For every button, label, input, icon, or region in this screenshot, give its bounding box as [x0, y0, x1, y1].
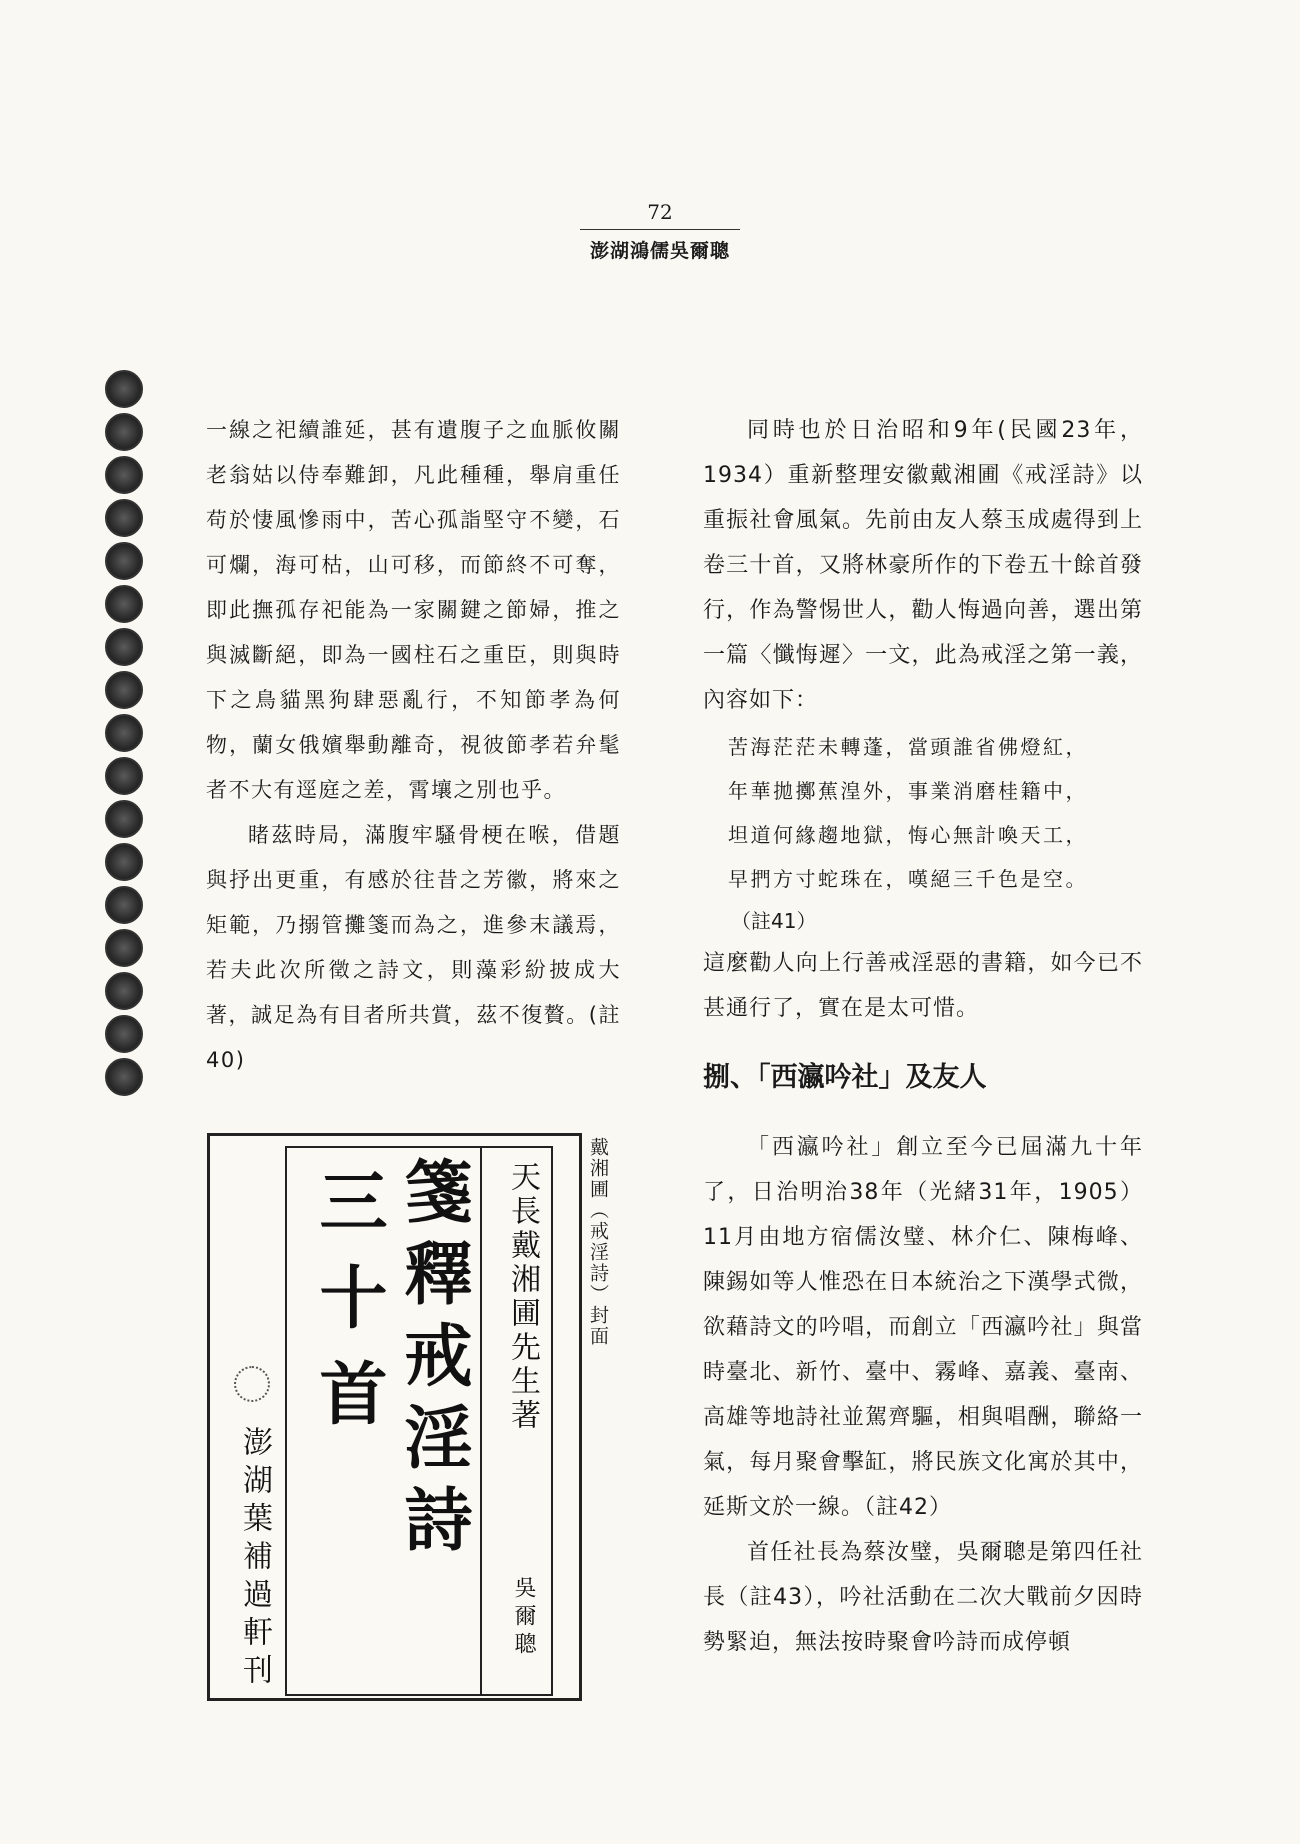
seal-icon: [105, 628, 143, 666]
body-paragraph: 這麼勸人向上行善戒淫惡的書籍，如今已不甚通行了，實在是太可惜。: [703, 951, 1143, 1021]
seal-icon: [105, 714, 143, 752]
seal-icon: [105, 757, 143, 795]
seal-icon: [105, 671, 143, 709]
cover-title-col-1: 箋釋戒淫詩: [393, 1156, 473, 1566]
seal-icon: [105, 499, 143, 537]
stamp-mark: [234, 1366, 270, 1402]
book-cover-figure: [207, 1133, 582, 1701]
seal-icon: [105, 542, 143, 580]
author-line: 天長戴湘圃先生著: [505, 1161, 540, 1433]
figure-caption: 戴湘圃（戒淫詩）封面: [587, 1137, 609, 1347]
page-header: [580, 200, 740, 263]
body-paragraph: 首任社長為蔡汝璧，吳爾聰是第四任社長（註43），吟社活動在二次大戰前夕因時勢緊迫，無法按時聚會吟詩而成停頓: [703, 1540, 1143, 1655]
poem-block: [728, 725, 1143, 901]
seal-icon: [105, 886, 143, 924]
running-title: 澎湖鴻儒吳爾聰: [589, 240, 730, 262]
left-text-column: [206, 408, 621, 1083]
seal-icon: [105, 1058, 143, 1096]
seal-icon: [105, 413, 143, 451]
page-number: 72: [647, 200, 673, 224]
small-seal-mark: 吳爾聰: [511, 1576, 536, 1660]
body-paragraph: 睹茲時局，滿腹牢騷骨梗在喉，借題與抒出更重，有感於往昔之芳徽，將來之矩範，乃搦管攤箋而為之，進參末議焉，若夫此次所徵之詩文，則藻彩紛披成大著，誠足為有目者所共賞，茲不復贅。(註40): [206, 823, 621, 1072]
seal-icon: [105, 843, 143, 881]
body-paragraph: 同時也於日治昭和9年(民國23年，1934）重新整理安徽戴湘圃《戒淫詩》以重振社會風氣。先前由友人蔡玉成處得到上卷三十首，又將林豪所作的下卷五十餘首發行，作為警惕世人，勸人悔過向善，選出第一篇〈懺悔遲〉一文，此為戒淫之第一義，內容如下：: [703, 418, 1143, 713]
seal-icon: [105, 929, 143, 967]
poem-line: 苦海茫茫未轉蓬，當頭誰省佛燈紅，: [728, 735, 1088, 759]
seal-icon: [105, 972, 143, 1010]
right-text-column: [703, 408, 1143, 1665]
body-paragraph: 一線之祀續誰延，甚有遺腹子之血脈攸關老翁姑以侍奉難卸，凡此種種，舉肩重任苟於悽風慘雨中，苦心孤詣堅守不變，石可爛，海可枯，山可移，而節終不可奪，即此撫孤存祀能為一家關鍵之節婦，推之與滅斷絕，即為一國柱石之重臣，則與時下之鳥貓黑狗肆惡亂行，不知節孝為何物，蘭女俄嬪舉動離奇，視彼節孝若弁髦者不大有逕庭之差，霄壤之別也乎。: [206, 418, 621, 802]
section-heading: 捌、「西瀛吟社」及友人: [703, 1062, 987, 1093]
poem-line: 早捫方寸蛇珠在，嘆絕三千色是空。: [728, 867, 1088, 891]
seal-icon: [105, 800, 143, 838]
publisher-line: 澎湖葉補過軒刊: [237, 1426, 272, 1692]
seal-icon: [105, 370, 143, 408]
seal-icon: [105, 456, 143, 494]
decorative-seal-column: [105, 370, 147, 1101]
poem-line: 坦道何緣趨地獄，悔心無計喚天工，: [728, 823, 1088, 847]
poem-line: 年華拋擲蕉湟外，事業消磨桂籍中，: [728, 779, 1088, 803]
seal-icon: [105, 1015, 143, 1053]
cover-title-col-2: 三十首: [308, 1166, 388, 1454]
seal-icon: [105, 585, 143, 623]
footnote-ref: （註41）: [731, 909, 817, 933]
body-paragraph: 「西瀛吟社」創立至今已屆滿九十年了，日治明治38年（光緒31年，1905）11月由地方宿儒汝璧、林介仁、陳梅峰、陳錫如等人惟恐在日本統治之下漢學式微，欲藉詩文的吟唱，而創立「西瀛吟社」與當時臺北、新竹、臺中、霧峰、嘉義、臺南、高雄等地詩社並駕齊驅，相與唱酬，聯絡一氣，每月聚會擊缸，將民族文化寓於其中，延斯文於一線。（註42）: [703, 1135, 1143, 1520]
header-rule: [580, 229, 740, 230]
